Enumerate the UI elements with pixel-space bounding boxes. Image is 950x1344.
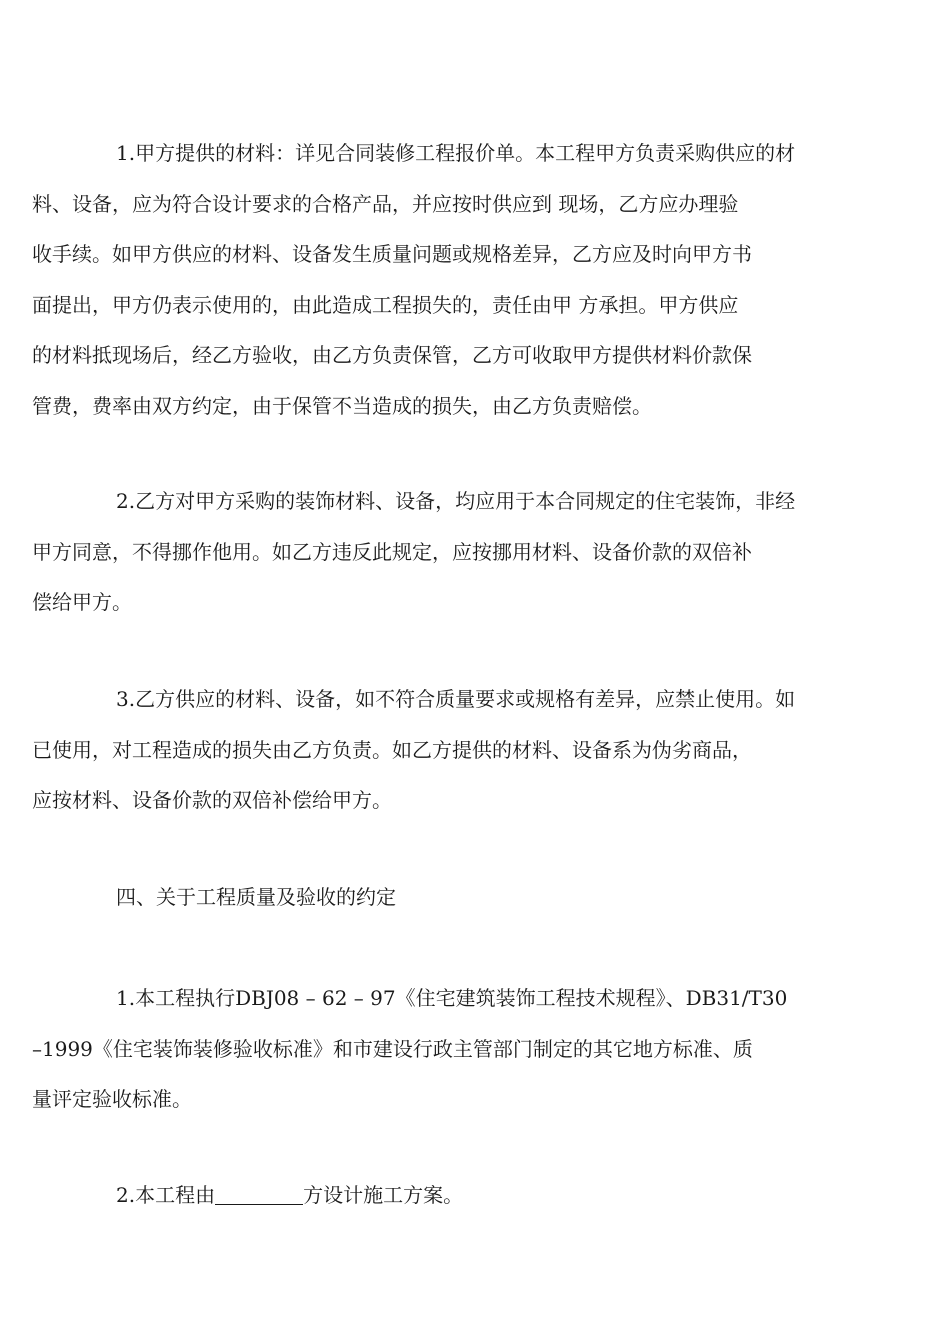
- text-line: 量评定验收标准。: [32, 1087, 192, 1111]
- text-line: 管费，费率由双方约定，由于保管不当造成的损失，由乙方负责赔偿。: [32, 393, 652, 418]
- clause-text-after: 方设计施工方案。: [303, 1183, 464, 1207]
- text-line: 面提出，甲方仍表示使用的，由此造成工程损失的，责任由甲 方承担。甲方供应: [32, 292, 739, 317]
- section-heading: 四、关于工程质量及验收的约定: [116, 885, 396, 909]
- text-line: 1.本工程执行DBJ08 – 62 – 97《住宅建筑装饰工程技术规程》、DB31/T30: [116, 986, 788, 1010]
- paragraph-materials-usage: [32, 476, 878, 628]
- text-line: 料、设备，应为符合设计要求的合格产品，并应按时供应到 现场，乙方应办理验: [32, 191, 739, 216]
- text-line: 已使用，对工程造成的损失由乙方负责。如乙方提供的材料、设备系为伪劣商品，: [32, 737, 752, 762]
- text-line: –1999《住宅装饰装修验收标准》和市建设行政主管部门制定的其它地方标准、质: [32, 1036, 753, 1061]
- text-line: 偿给甲方。: [32, 590, 132, 614]
- paragraph-quality-standards: [32, 973, 878, 1125]
- section-heading-quality: [74, 872, 878, 923]
- paragraph-materials-party-b: [32, 674, 878, 826]
- paragraph-materials-party-a: [32, 128, 878, 431]
- paragraph-design-plan: [74, 1170, 878, 1221]
- fill-in-blank[interactable]: [215, 1182, 303, 1205]
- text-line: [74, 1170, 878, 1221]
- clause-text-before: 2.本工程由: [116, 1183, 216, 1207]
- text-line: 1.甲方提供的材料：详见合同装修工程报价单。本工程甲方负责采购供应的材: [116, 141, 796, 165]
- text-line: 3.乙方供应的材料、设备，如不符合质量要求或规格有差异，应禁止使用。如: [116, 687, 796, 711]
- text-line: 甲方同意，不得挪作他用。如乙方违反此规定，应按挪用材料、设备价款的双倍补: [32, 539, 752, 564]
- text-line: 的材料抵现场后，经乙方验收，由乙方负责保管，乙方可收取甲方提供材料价款保: [32, 343, 752, 367]
- text-line: 收手续。如甲方供应的材料、设备发生质量问题或规格差异，乙方应及时向甲方书: [32, 242, 752, 266]
- text-line: 应按材料、设备价款的双倍补偿给甲方。: [32, 788, 392, 812]
- text-line: 2.乙方对甲方采购的装饰材料、设备，均应用于本合同规定的住宅装饰，非经: [116, 489, 796, 513]
